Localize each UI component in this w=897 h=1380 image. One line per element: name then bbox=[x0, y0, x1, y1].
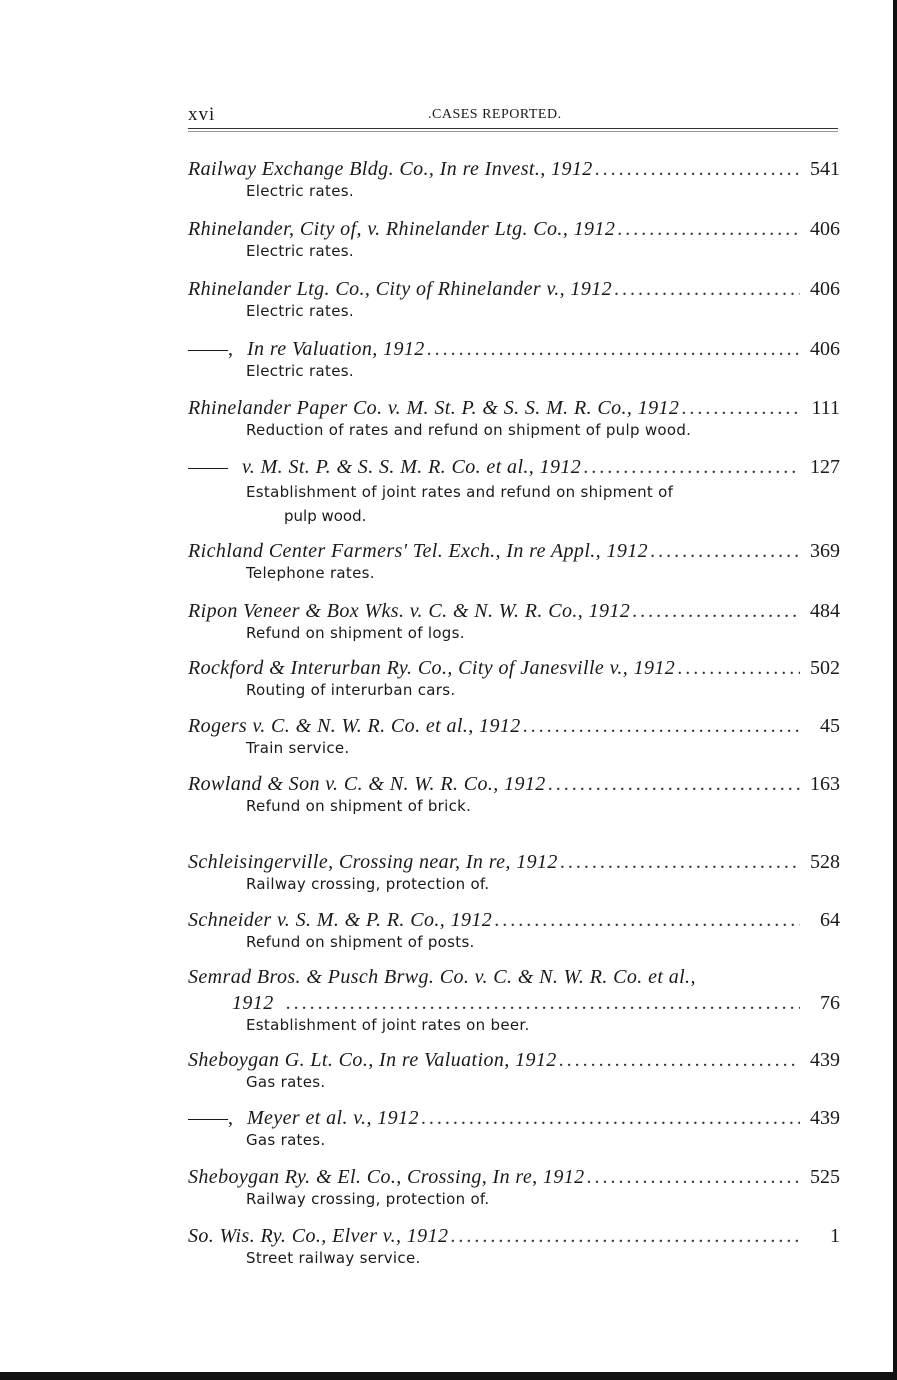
case-line bbox=[188, 453, 840, 479]
header-rule bbox=[188, 128, 838, 129]
leader-dots bbox=[521, 715, 800, 738]
case-subject: Railway crossing, protection of. bbox=[246, 1190, 490, 1208]
case-line bbox=[188, 215, 840, 241]
case-subject-continued: pulp wood. bbox=[284, 507, 367, 525]
leader-dots bbox=[593, 158, 800, 181]
case-subject: Refund on shipment of logs. bbox=[246, 624, 465, 642]
case-entry bbox=[188, 1104, 840, 1150]
leader-dots bbox=[558, 851, 800, 874]
case-line bbox=[188, 537, 840, 563]
case-subject: Reduction of rates and refund on shipment of pulp wood. bbox=[246, 421, 692, 439]
case-name: Rowland & Son v. C. & N. W. R. Co., 1912 bbox=[188, 773, 546, 795]
case-subject: Establishment of joint rates on beer. bbox=[246, 1016, 530, 1034]
leader-dots bbox=[425, 338, 800, 361]
leader-dots bbox=[448, 1225, 800, 1248]
case-name: Sheboygan Ry. & El. Co., Crossing, In re, 1912 bbox=[188, 1166, 585, 1188]
case-entry bbox=[188, 1222, 840, 1268]
case-line bbox=[188, 712, 840, 738]
case-subject: Electric rates. bbox=[246, 242, 354, 260]
case-subject: Routing of interurban cars. bbox=[246, 681, 456, 699]
page-reference: 369 bbox=[810, 540, 840, 562]
case-subject: Establishment of joint rates and refund on shipment of bbox=[246, 483, 674, 501]
scan-edge-bottom bbox=[0, 1372, 897, 1380]
page-reference: 439 bbox=[810, 1107, 840, 1129]
case-subject: Electric rates. bbox=[246, 302, 354, 320]
page-reference: 76 bbox=[820, 992, 840, 1014]
case-entry bbox=[188, 275, 840, 321]
page-reference: 439 bbox=[810, 1049, 840, 1071]
page-reference: 406 bbox=[810, 278, 840, 300]
case-line bbox=[188, 335, 840, 361]
case-entry bbox=[188, 453, 840, 527]
leader-dots bbox=[585, 1166, 800, 1189]
case-subject: Refund on shipment of brick. bbox=[246, 797, 472, 815]
case-line bbox=[188, 394, 840, 420]
case-subject: Refund on shipment of posts. bbox=[246, 933, 475, 951]
case-line bbox=[188, 155, 840, 181]
case-entry bbox=[188, 597, 840, 643]
case-entry bbox=[188, 394, 840, 440]
leader-dots bbox=[419, 1107, 800, 1130]
case-line bbox=[188, 1104, 840, 1130]
case-name: Sheboygan G. Lt. Co., In re Valuation, 1912 bbox=[188, 1049, 557, 1071]
case-year: 1912 bbox=[232, 992, 274, 1014]
case-entry bbox=[188, 654, 840, 700]
case-name: Richland Center Farmers' Tel. Exch., In re Appl., 1912 bbox=[188, 540, 649, 562]
case-entry bbox=[188, 770, 840, 816]
case-entry bbox=[188, 848, 840, 894]
case-line bbox=[188, 654, 840, 680]
case-line bbox=[188, 848, 840, 874]
case-subject: Electric rates. bbox=[246, 182, 354, 200]
page-reference: 111 bbox=[811, 397, 840, 419]
case-subject: Gas rates. bbox=[246, 1073, 326, 1091]
case-line bbox=[188, 1046, 840, 1072]
leader-dots bbox=[557, 1049, 800, 1072]
case-name: Rogers v. C. & N. W. R. Co. et al., 1912 bbox=[188, 715, 521, 737]
page-reference: 45 bbox=[820, 715, 840, 737]
page-number: xvi bbox=[188, 104, 216, 125]
page-reference: 163 bbox=[810, 773, 840, 795]
case-entry bbox=[188, 215, 840, 261]
case-entry bbox=[188, 537, 840, 583]
case-line-continued bbox=[188, 989, 840, 1015]
case-name: Rhinelander, City of, v. Rhinelander Ltg. Co., 1912 bbox=[188, 218, 616, 240]
page-header bbox=[188, 104, 838, 128]
case-subject: Railway crossing, protection of. bbox=[246, 875, 490, 893]
case-subject: Gas rates. bbox=[246, 1131, 326, 1149]
leader-dots bbox=[612, 278, 800, 301]
page-reference: 64 bbox=[820, 909, 840, 931]
case-name: In re Valuation, 1912 bbox=[247, 338, 425, 360]
case-name: Semrad Bros. & Pusch Brwg. Co. v. C. & N. W. R. Co. et al., bbox=[188, 966, 696, 988]
case-name: Schleisingerville, Crossing near, In re, 1912 bbox=[188, 851, 558, 873]
case-entry bbox=[188, 335, 840, 381]
case-name: v. M. St. P. & S. S. M. R. Co. et al., 1912 bbox=[242, 456, 582, 478]
case-name: So. Wis. Ry. Co., Elver v., 1912 bbox=[188, 1225, 449, 1247]
scan-edge-right bbox=[893, 0, 897, 1380]
leader-dots bbox=[615, 218, 800, 241]
page-reference: 406 bbox=[810, 338, 840, 360]
case-subject: Telephone rates. bbox=[246, 564, 375, 582]
leader-dots bbox=[675, 657, 800, 680]
page-reference: 484 bbox=[810, 600, 840, 622]
ditto-dash: ——, bbox=[188, 338, 233, 360]
page-title: .CASES REPORTED. bbox=[428, 107, 562, 122]
case-name: Railway Exchange Bldg. Co., In re Invest., 1912 bbox=[188, 158, 593, 180]
page-reference: 525 bbox=[810, 1166, 840, 1188]
case-name: Rhinelander Ltg. Co., City of Rhinelander v., 1912 bbox=[188, 278, 613, 300]
page-reference: 528 bbox=[810, 851, 840, 873]
page-reference: 1 bbox=[830, 1225, 840, 1247]
case-name: Meyer et al. v., 1912 bbox=[247, 1107, 419, 1129]
leader-dots bbox=[630, 600, 800, 623]
page-reference: 406 bbox=[810, 218, 840, 240]
case-name: Rockford & Interurban Ry. Co., City of Janesville v., 1912 bbox=[188, 657, 676, 679]
case-subject: Street railway service. bbox=[246, 1249, 421, 1267]
case-entry bbox=[188, 712, 840, 758]
case-entry bbox=[188, 906, 840, 952]
case-entry bbox=[188, 1046, 840, 1092]
leader-dots bbox=[274, 992, 800, 1015]
page-reference: 541 bbox=[810, 158, 840, 180]
case-line bbox=[188, 906, 840, 932]
case-name: Ripon Veneer & Box Wks. v. C. & N. W. R. Co., 1912 bbox=[188, 600, 631, 622]
page-reference: 502 bbox=[810, 657, 840, 679]
leader-dots bbox=[546, 773, 800, 796]
header-rule-secondary bbox=[188, 131, 838, 132]
case-entry bbox=[188, 1163, 840, 1209]
case-line bbox=[188, 1163, 840, 1189]
ditto-dash: —— bbox=[188, 456, 228, 478]
leader-dots bbox=[492, 909, 800, 932]
case-entry bbox=[188, 963, 840, 1035]
leader-dots bbox=[648, 540, 800, 563]
case-line bbox=[188, 770, 840, 796]
case-name: Schneider v. S. M. & P. R. Co., 1912 bbox=[188, 909, 493, 931]
case-line bbox=[188, 597, 840, 623]
ditto-dash: ——, bbox=[188, 1107, 233, 1129]
case-line bbox=[188, 963, 840, 989]
case-name: Rhinelander Paper Co. v. M. St. P. & S. S. M. R. Co., 1912 bbox=[188, 397, 680, 419]
leader-dots bbox=[581, 456, 800, 479]
leader-dots bbox=[679, 397, 800, 420]
page-reference: 127 bbox=[810, 456, 840, 478]
case-subject: Train service. bbox=[246, 739, 350, 757]
case-subject: Electric rates. bbox=[246, 362, 354, 380]
case-line bbox=[188, 275, 840, 301]
case-entry bbox=[188, 155, 840, 201]
case-line bbox=[188, 1222, 840, 1248]
